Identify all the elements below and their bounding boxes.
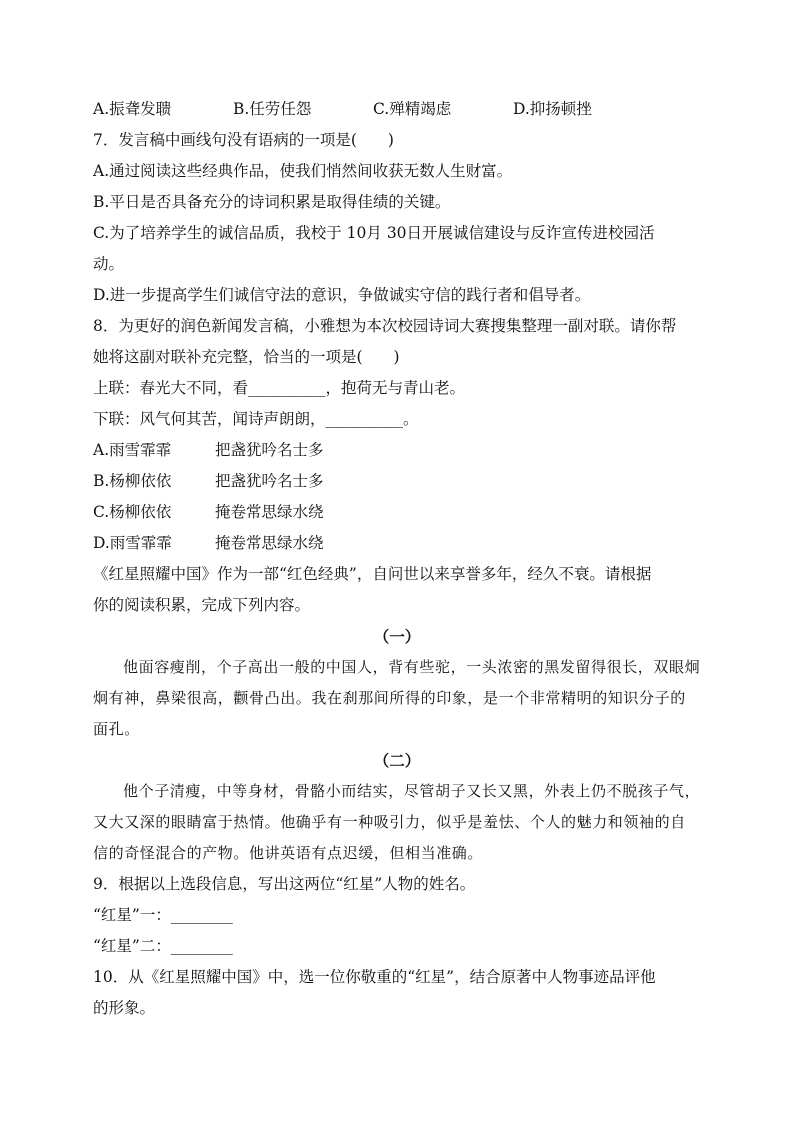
q8-lower-couplet: 下联：风气何其苦，闻诗声朗朗，__________。 bbox=[93, 410, 419, 428]
intro-line2: 你的阅读积累，完成下列内容。 bbox=[93, 596, 311, 614]
q9-blank-1: “红星”一：________ bbox=[93, 906, 233, 924]
section-2-passage: 他个子清瘦，中等身材，骨骼小而结实，尽管胡子又长又黑，外表上仍不脱孩子气，又大又深的眼睛富于热情。他确乎有一种吸引力，似乎是羞怯、个人的魅力和领袖的自信的奇怪混合的产物。他讲英语有点迟缓，但相当准确。 bbox=[93, 782, 701, 862]
q8-option-c-left: C.杨柳依依 bbox=[93, 503, 172, 521]
q8-option-d-left: D.雨雪霏霏 bbox=[93, 534, 172, 552]
q8-upper-couplet: 上联：春光大不同，看__________，抱荷无与青山老。 bbox=[93, 379, 466, 397]
section-1-passage: 他面容瘦削，个子高出一般的中国人，背有些驼，一头浓密的黑发留得很长，双眼炯炯有神，鼻梁很高，颧骨凸出。我在刹那间所得的印象，是一个非常精明的知识分子的面孔。 bbox=[93, 658, 701, 738]
q9-stem: 9．根据以上选段信息，写出这两位“红星”人物的姓名。 bbox=[93, 875, 476, 893]
q8-option-a-left: A.雨雪霏霏 bbox=[93, 441, 172, 459]
q8-stem-line2: 她将这副对联补充完整，恰当的一项是( ) bbox=[93, 348, 400, 366]
q8-option-b bbox=[93, 466, 701, 497]
q6-option-a: A.振聋发聩 bbox=[93, 100, 172, 118]
q9-blank-2: “红星”二：________ bbox=[93, 937, 233, 955]
q6-option-c: C.殚精竭虑 bbox=[373, 100, 452, 118]
q10-line1: 10．从《红星照耀中国》中，选一位你敬重的“红星”，结合原著中人物事迹品评他 bbox=[93, 968, 656, 986]
q8-stem-line1: 8．为更好的润色新闻发言稿，小雅想为本次校园诗词大赛搜集整理一副对联。请你帮 bbox=[93, 317, 677, 335]
section-1-title: （一） bbox=[373, 627, 421, 646]
q7-option-d: D.进一步提高学生们诚信守法的意识，争做诚实守信的践行者和倡导者。 bbox=[93, 286, 591, 304]
q8-option-a bbox=[93, 435, 701, 466]
q7-option-c-line2: 动。 bbox=[93, 255, 125, 273]
q10-line2: 的形象。 bbox=[93, 999, 156, 1017]
q8-option-d-right: 掩卷常思绿水绕 bbox=[215, 534, 324, 552]
q7-option-a: A.通过阅读这些经典作品，使我们悄然间收获无数人生财富。 bbox=[93, 162, 513, 180]
document-page bbox=[93, 94, 701, 1024]
q7-option-b: B.平日是否具备充分的诗词积累是取得佳绩的关键。 bbox=[93, 193, 451, 211]
intro-line1: 《红星照耀中国》作为一部“红色经典”，自问世以来享誉多年，经久不衰。请根据 bbox=[93, 565, 652, 583]
q6-options bbox=[93, 94, 701, 125]
q8-option-b-left: B.杨柳依依 bbox=[93, 472, 172, 490]
section-2-title: （二） bbox=[373, 751, 421, 770]
q8-option-d bbox=[93, 528, 701, 559]
q8-option-a-right: 把盏犹吟名士多 bbox=[215, 441, 324, 459]
q8-option-c-right: 掩卷常思绿水绕 bbox=[215, 503, 324, 521]
q7-stem: 7．发言稿中画线句没有语病的一项是( ) bbox=[93, 131, 394, 149]
q8-option-c bbox=[93, 497, 701, 528]
q6-option-d: D.抑扬顿挫 bbox=[513, 100, 592, 118]
q6-option-b: B.任劳任怨 bbox=[233, 100, 312, 118]
q8-option-b-right: 把盏犹吟名士多 bbox=[215, 472, 324, 490]
q7-option-c-line1: C.为了培养学生的诚信品质，我校于 10月 30日开展诚信建设与反诈宣传进校园活 bbox=[93, 224, 655, 242]
